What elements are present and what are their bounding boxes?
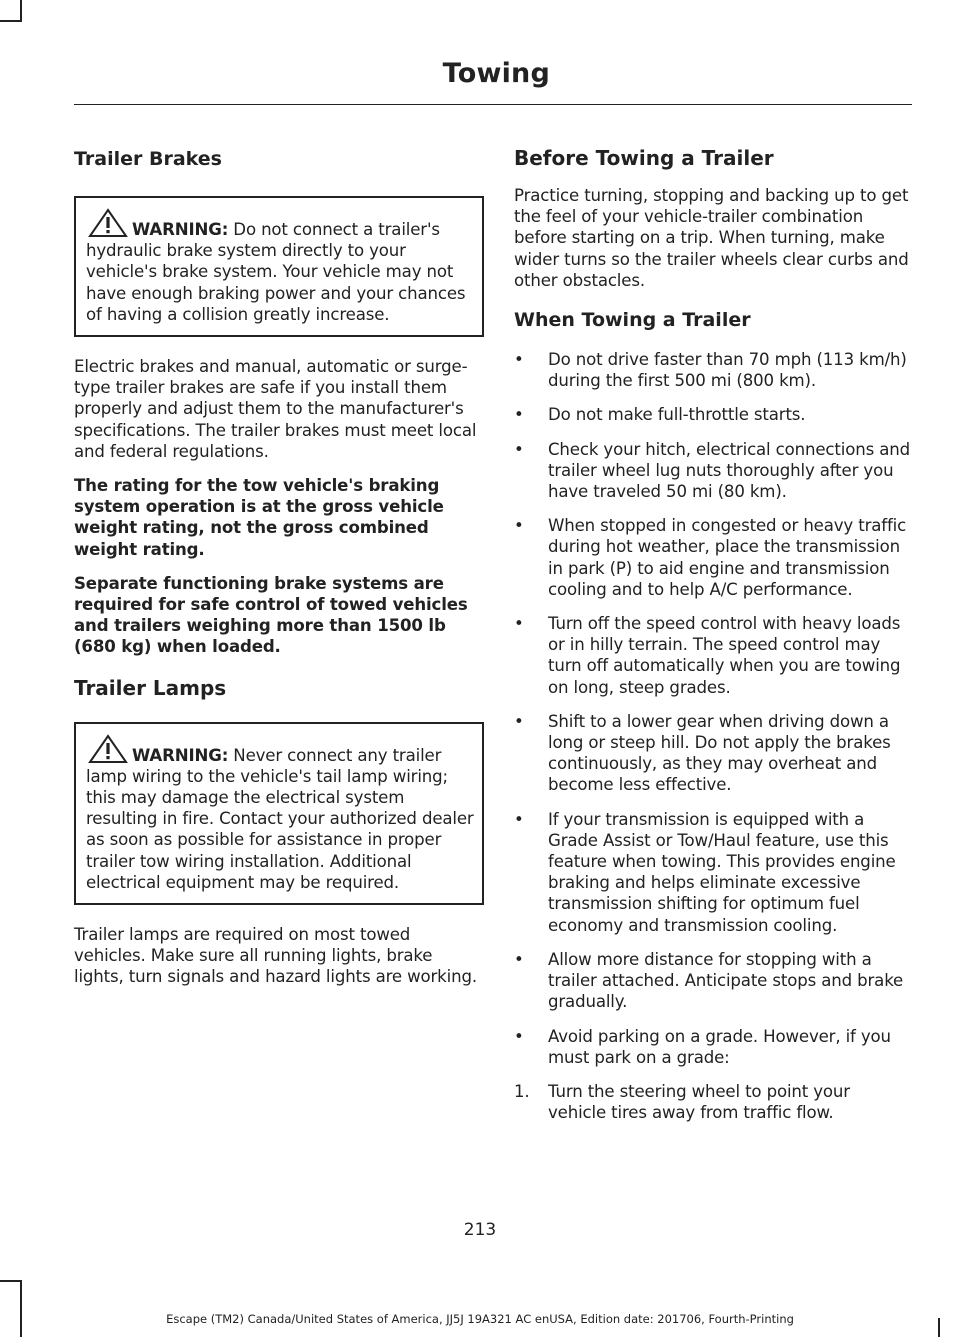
list-item: • Turn off the speed control with heavy loads or in hilly terrain. The speed control may turn off automatically when you are towing on long, steep grades. [514,614,901,697]
list-item: • Allow more distance for stopping with a trailer attached. Anticipate stops and brake gradually. [514,949,904,1012]
trailer-brakes-paragraph: Electric brakes and manual, automatic or surge-type trailer brakes are safe if you install them properly and adjust them to the manufacturer's specifications. The trailer brakes must meet local and federal regulations. [74,357,477,461]
warning-label: WARNING: [132,220,229,239]
trailer-lamps-title: Trailer Lamps [74,675,227,700]
bullet-glyph: • [514,1026,524,1046]
bullet-glyph: • [514,439,524,459]
left-column [74,140,484,988]
page-number: 213 [463,1220,497,1240]
trailer-brakes-separate-note: Separate functioning brake systems are required for safe control of towed vehicles and trailers weighing more than 1500 lb (680 kg) when loaded. [74,573,468,657]
right-column [514,140,912,1123]
crop-mark-top-left-v [20,0,22,22]
crop-mark-bottom-left-v [20,1280,22,1337]
crop-mark-top-left-h [0,20,22,22]
before-towing-paragraph: Practice turning, stopping and backing up to get the feel of your vehicle-trailer combination before starting on a trip. When turning, make wider turns so the trailer wheels clear curbs and other obstacles. [514,186,909,290]
warning-text: Do not connect a trailer's hydraulic brake system directly to your vehicle's brake system. Your vehicle may not have enough braking power and your chances of having a collision greatly increase. [86,220,466,324]
list-item: • Do not drive faster than 70 mph (113 km/h) during the first 500 mi (800 km). [514,350,907,391]
list-item: • Shift to a lower gear when driving down a long or steep hill. Do not apply the brakes continuously, as they may overheat and become less effective. [514,711,891,795]
warning-triangle-icon [88,208,128,238]
crop-mark-bottom-left-h [0,1280,22,1282]
trailer-brakes-rating-note: The rating for the tow vehicle's braking system operation is at the gross vehicle weight rating, not the gross combined weight rating. [74,476,444,559]
bullet-glyph: • [514,350,524,370]
warning-label: WARNING: [132,745,229,765]
warning-triangle-icon [88,734,128,764]
list-item: • When stopped in congested or heavy traffic during hot weather, place the transmission in park (P) to aid engine and transmission cooling and to help A/C performance. [514,516,907,599]
before-towing-title: Before Towing a Trailer [514,146,774,170]
list-item: • Do not make full-throttle starts. [514,405,806,425]
bullet-glyph: • [514,711,524,731]
trailer-brakes-warning [74,196,484,337]
list-item: • Check your hitch, electrical connections and trailer wheel lug nuts thoroughly after you have traveled 50 mi (80 km). [514,439,910,502]
trailer-lamps-warning [74,722,484,905]
parking-steps-list [514,1081,912,1123]
page-footer: Escape (TM2) Canada/United States of America, JJ5J 19A321 AC enUSA, Edition date: 201706, Fourth-Printing [166,1312,794,1326]
bullet-glyph: • [514,809,524,829]
header-rule [74,104,912,105]
when-towing-list [514,349,912,1068]
page-header-title: Towing [442,58,550,89]
bullet-glyph: • [514,949,524,969]
list-item: • Avoid parking on a grade. However, if you must park on a grade: [514,1026,891,1067]
list-item: 1. Turn the steering wheel to point your vehicle tires away from traffic flow. [514,1081,850,1123]
step-number: 1. [514,1081,530,1101]
when-towing-title: When Towing a Trailer [514,309,751,332]
list-item: • If your transmission is equipped with a Grade Assist or Tow/Haul feature, use this feature when towing. This provides engine braking and helps eliminate excessive transmission shifting for optimum fuel economy and transmission cooling. [514,809,896,935]
trailer-lamps-paragraph: Trailer lamps are required on most towed vehicles. Make sure all running lights, brake lights, turn signals and hazard lights are working. [74,925,477,987]
trailer-brakes-title: Trailer Brakes [74,148,222,170]
bullet-glyph: • [514,405,524,425]
bullet-glyph: • [514,516,524,536]
warning-text: Never connect any trailer lamp wiring to the vehicle's tail lamp wiring; this may damage the electrical system resulting in fire. Contact your authorized dealer as soon as possible for assistance in proper trailer tow wiring installation. Additional electrical equipment may be required. [86,745,474,892]
bullet-glyph: • [514,614,524,634]
